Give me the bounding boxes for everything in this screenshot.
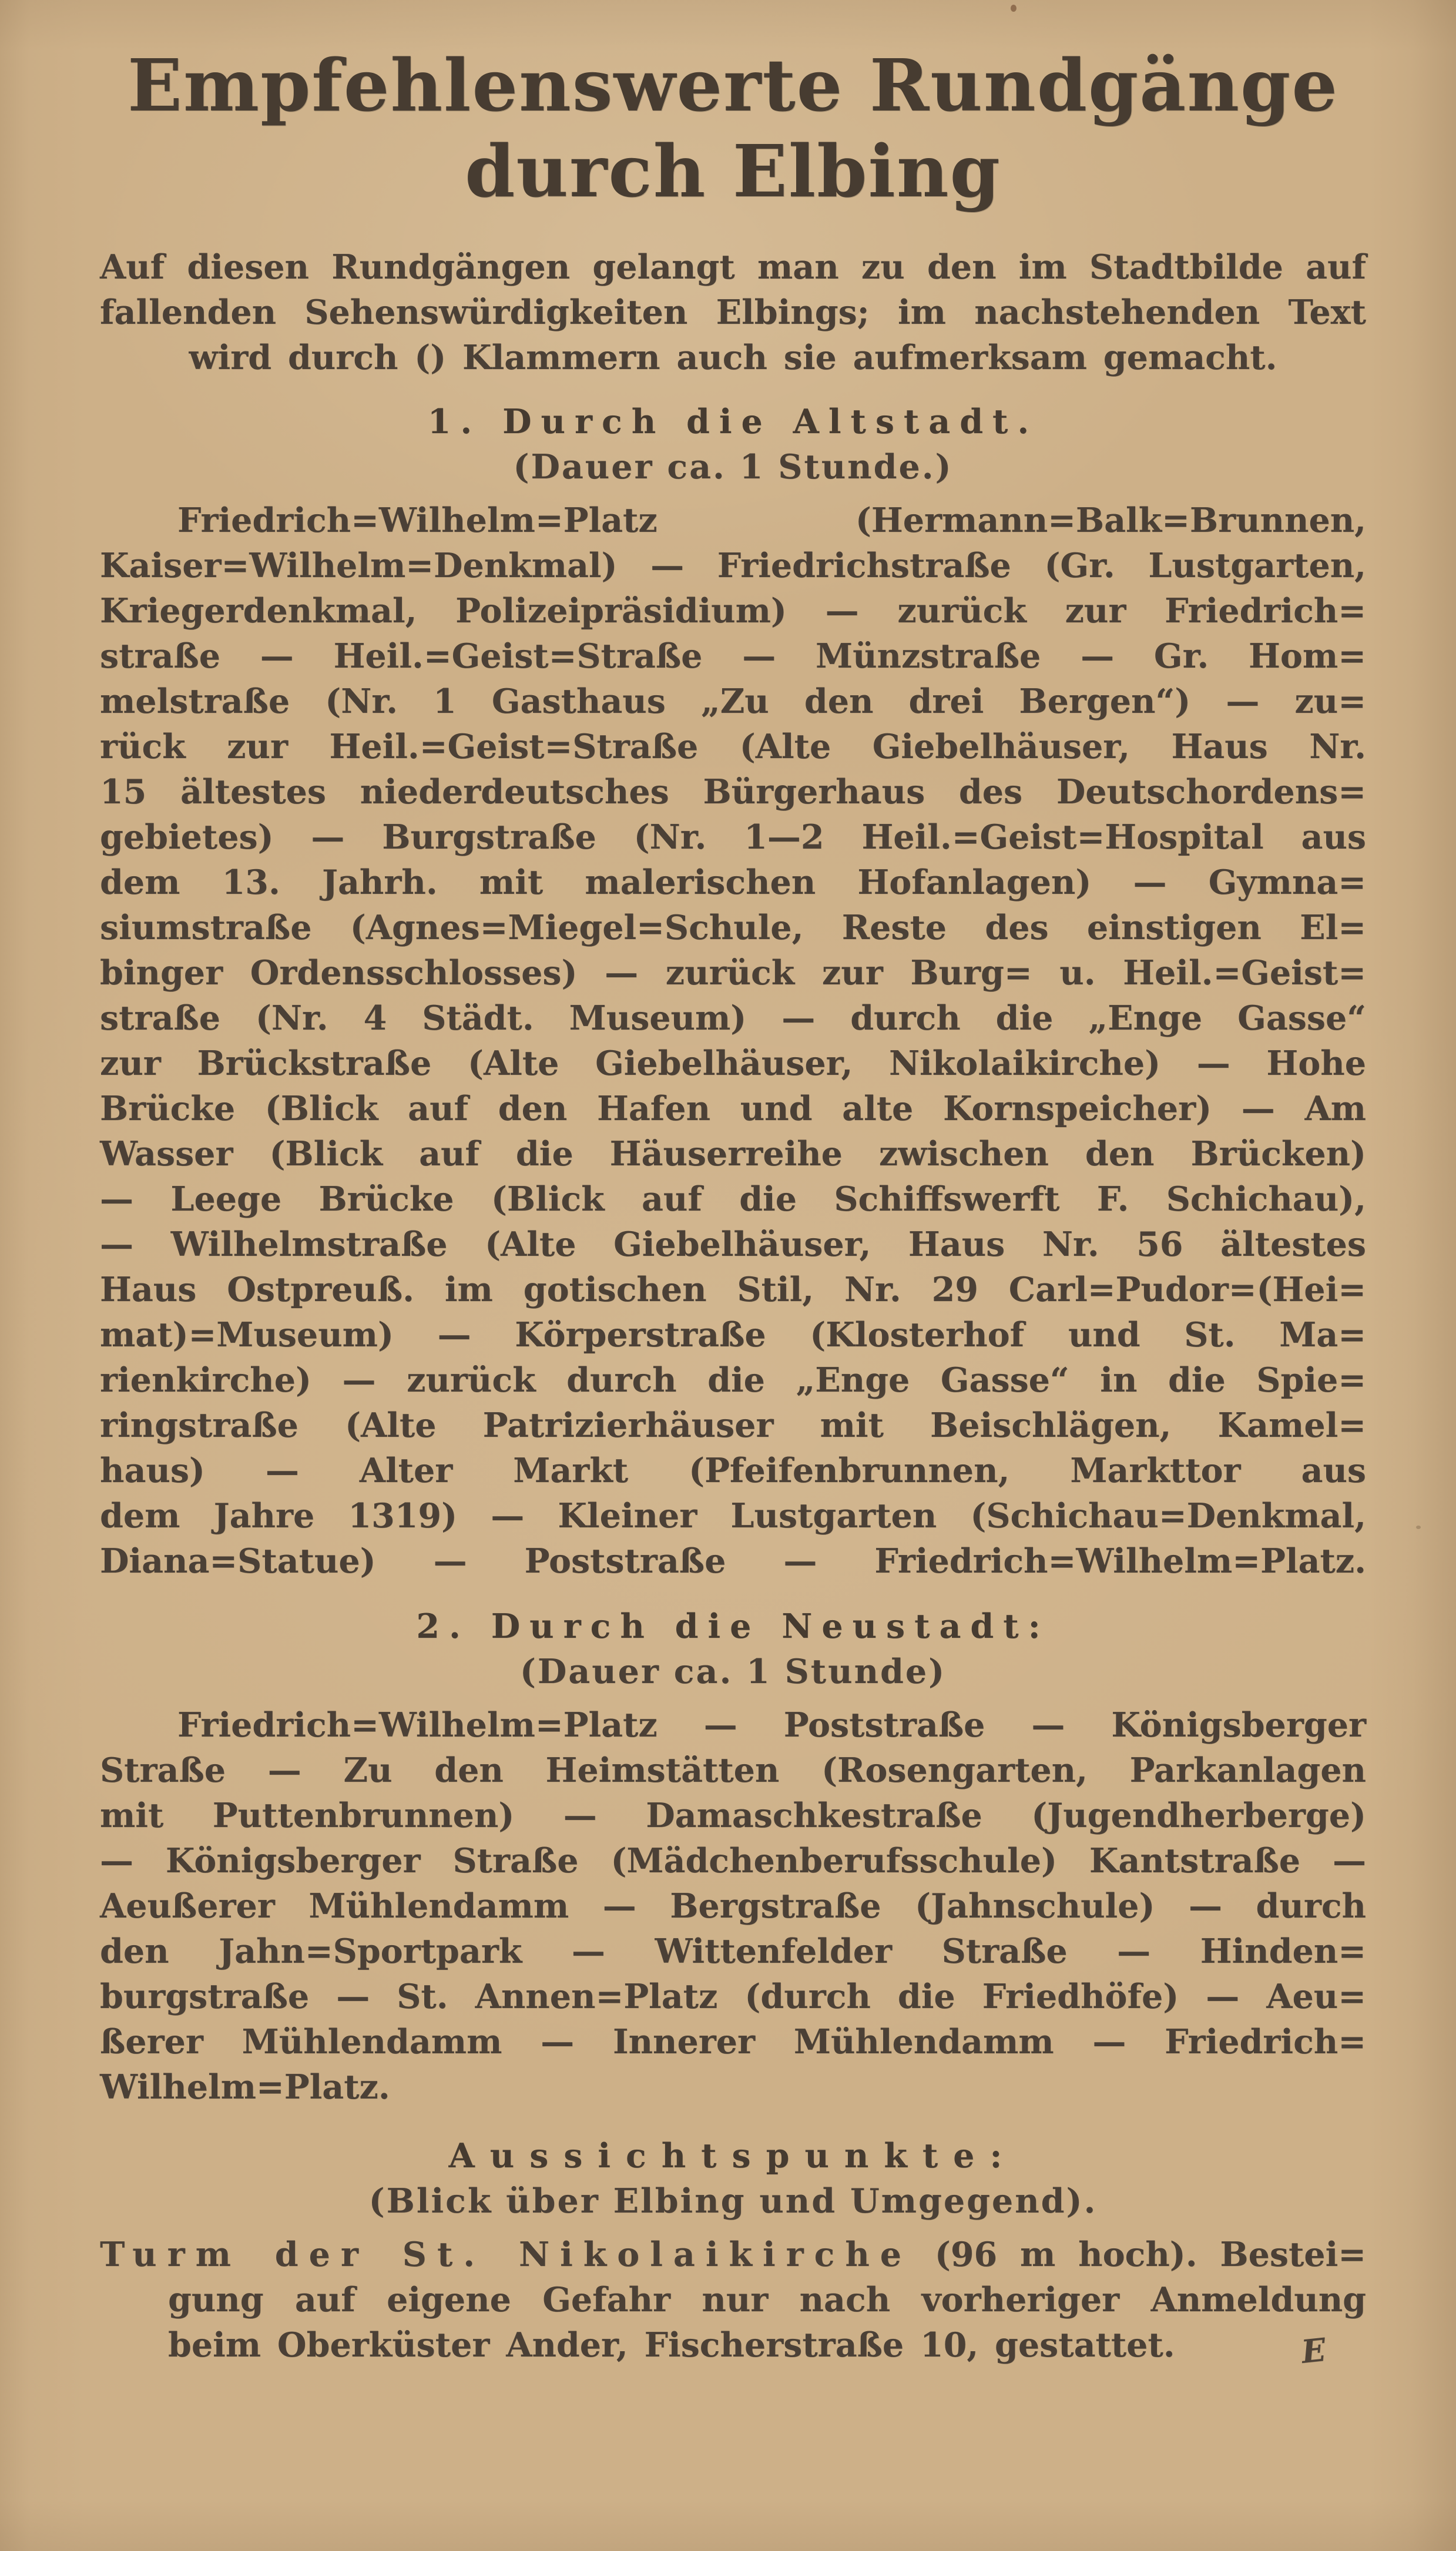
section-viewpoints (100, 2133, 1366, 2368)
route-paragraph-neustadt (100, 1702, 1366, 2110)
text-line: Auf diesen Rundgängen gelangt man zu den im Stadtbilde auf (100, 247, 1366, 287)
text-line: fallenden Sehenswürdigkeiten Elbings; im nachstehenden Text (100, 293, 1366, 332)
title-line-2: durch Elbing (465, 129, 1001, 213)
text-line: Wasser (Blick auf die Häuserreihe zwischen den Brücken) (100, 1134, 1366, 1174)
text-line: straße — Heil.=Geist=Straße — Münzstraße — Gr. Hom= (100, 636, 1366, 676)
text-line: — Wilhelmstraße (Alte Giebelhäuser, Haus Nr. 56 ältestes (100, 1225, 1366, 1264)
viewpoints-subtitle: (Blick über Elbing und Umgegend). (368, 2181, 1098, 2221)
paper-speck (1011, 5, 1016, 12)
text-line: Friedrich=Wilhelm=Platz — Poststraße — Königsberger (177, 1705, 1366, 1745)
text-line: rück zur Heil.=Geist=Straße (Alte Giebelhäuser, Haus Nr. (100, 727, 1366, 766)
section-1-duration: (Dauer ca. 1 Stunde.) (513, 447, 953, 487)
text-line: mit Puttenbrunnen) — Damaschkestraße (Jugendherberge) (100, 1796, 1366, 1835)
text-line: Diana=Statue) — Poststraße — Friedrich=Wilhelm=Platz. (100, 1541, 1366, 1581)
text-line: rienkirche) — zurück durch die „Enge Gasse“ in die Spie= (100, 1360, 1366, 1400)
text-line: — Leege Brücke (Blick auf die Schiffswerft F. Schichau), (100, 1179, 1366, 1219)
text-line: dem Jahre 1319) — Kleiner Lustgarten (Schichau=Denkmal, (100, 1496, 1366, 1536)
viewpoints-heading: Aussichtspunkte: (448, 2136, 1018, 2175)
text-line: gung auf eigene Gefahr nur nach vorheriger Anmeldung (168, 2280, 1366, 2319)
section-1-heading: 1. Durch die Altstadt. (427, 402, 1039, 441)
text-line: Kaiser=Wilhelm=Denkmal) — Friedrichstraße (Gr. Lustgarten, (100, 546, 1366, 585)
text-line: mat)=Museum) — Körperstraße (Klosterhof und St. Ma= (100, 1315, 1366, 1355)
text-line: ringstraße (Alte Patrizierhäuser mit Beischlägen, Kamel= (100, 1406, 1366, 1445)
title-line-1: Empfehlenswerte Rundgänge (128, 43, 1338, 128)
text-line: Wilhelm=Platz. (100, 2067, 390, 2107)
text-line: ßerer Mühlendamm — Innerer Mühlendamm — Friedrich= (100, 2022, 1366, 2061)
text-line: zur Brückstraße (Alte Giebelhäuser, Nikolaikirche) — Hohe (100, 1044, 1366, 1083)
text-line: binger Ordensschlosses) — zurück zur Burg= u. Heil.=Geist= (100, 953, 1366, 993)
text-line: straße (Nr. 4 Städt. Museum) — durch die „Enge Gasse“ (100, 998, 1366, 1038)
section-2-duration: (Dauer ca. 1 Stunde) (519, 1652, 947, 1691)
page-content (100, 0, 1366, 2368)
section-altstadt (100, 399, 1366, 1584)
text-line: Straße — Zu den Heimstätten (Rosengarten, Parkanlagen (100, 1751, 1366, 1790)
printer-signature-mark: E (1299, 2331, 1328, 2371)
paper-speck (1416, 1526, 1421, 1529)
tower-detail: (96 m hoch). Bestei= (934, 2235, 1366, 2274)
text-line: Brücke (Blick auf den Hafen und alte Kornspeicher) — Am (100, 1089, 1366, 1128)
intro-paragraph (100, 244, 1366, 380)
page-title (100, 42, 1366, 214)
viewpoints-paragraph (100, 2232, 1366, 2368)
text-line: dem 13. Jahrh. mit malerischen Hofanlagen) — Gymna= (100, 863, 1366, 902)
section-neustadt (100, 1604, 1366, 2110)
text-line: Kriegerdenkmal, Polizeipräsidium) — zurück zur Friedrich= (100, 591, 1366, 631)
text-line: Haus Ostpreuß. im gotischen Stil, Nr. 29 Carl=Pudor=(Hei= (100, 1270, 1366, 1309)
text-line: beim Oberküster Ander, Fischerstraße 10, gestattet. (168, 2325, 1175, 2365)
text-line (100, 2232, 1366, 2277)
text-line: burgstraße — St. Annen=Platz (durch die Friedhöfe) — Aeu= (100, 1977, 1366, 2016)
route-paragraph-altstadt (100, 498, 1366, 1584)
text-line: 15 ältestes niederdeutsches Bürgerhaus des Deutschordens= (100, 772, 1366, 812)
text-line: den Jahn=Sportpark — Wittenfelder Straße — Hinden= (100, 1932, 1366, 1971)
text-line: gebietes) — Burgstraße (Nr. 1—2 Heil.=Geist=Hospital aus (100, 817, 1366, 857)
text-line: Aeußerer Mühlendamm — Bergstraße (Jahnschule) — durch (100, 1886, 1366, 1926)
paper-speck (360, 616, 364, 620)
text-line: — Königsberger Straße (Mädchenberufsschule) Kantstraße — (100, 1841, 1366, 1880)
text-line: Friedrich=Wilhelm=Platz (Hermann=Balk=Brunnen, (177, 501, 1366, 540)
text-line: wird durch () Klammern auch sie aufmerksam gemacht. (189, 338, 1277, 377)
tower-name: Turm der St. Nikolaikirche (100, 2235, 912, 2274)
text-line: haus) — Alter Markt (Pfeifenbrunnen, Markttor aus (100, 1451, 1366, 1490)
text-line: siumstraße (Agnes=Miegel=Schule, Reste des einstigen El= (100, 908, 1366, 947)
text-line: melstraße (Nr. 1 Gasthaus „Zu den drei Bergen“) — zu= (100, 682, 1366, 721)
section-2-heading: 2. Durch die Neustadt: (416, 1607, 1050, 1646)
